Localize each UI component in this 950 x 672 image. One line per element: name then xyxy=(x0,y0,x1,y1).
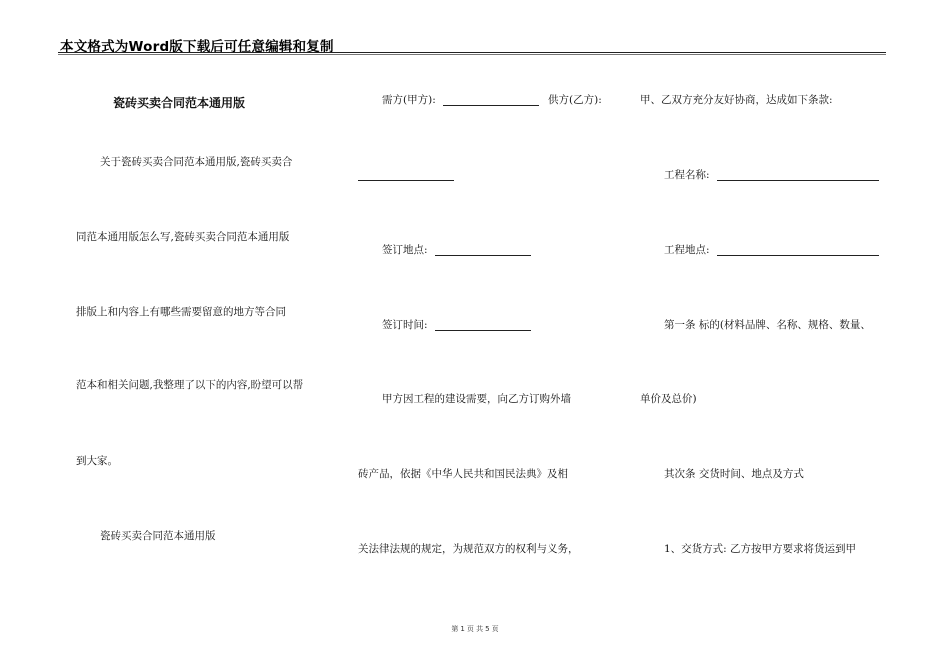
footer-page-suffix: 页 xyxy=(491,625,499,633)
agreement-line: 甲、乙双方充分友好协商，达成如下条款: xyxy=(640,94,833,106)
footer-page-mid: 页 共 xyxy=(466,625,484,633)
body-line-1: 甲方因工程的建设需要，向乙方订购外墙 xyxy=(382,393,571,405)
sign-place-label: 签订地点: xyxy=(382,244,428,256)
sign-time-label: 签订时间: xyxy=(382,319,428,331)
header-rule-secondary xyxy=(58,54,886,55)
supply-party-blank xyxy=(358,180,454,181)
article-1-continuation: 单价及总价) xyxy=(640,393,697,405)
header-title: 本文格式为Word版下载后可任意编辑和复制 xyxy=(60,39,334,55)
demand-party-blank xyxy=(443,94,539,106)
project-name-blank xyxy=(717,169,879,181)
demand-party-label: 需方(甲方): xyxy=(382,94,436,106)
footer-total-pages: 5 xyxy=(485,625,490,633)
sign-place-line xyxy=(382,244,531,256)
intro-line-1: 关于瓷砖买卖合同范本通用版,瓷砖买卖合 xyxy=(100,156,293,168)
article-1-line: 第一条 标的(材料品牌、名称、规格、数量、 xyxy=(664,319,871,331)
supply-party-label: 供方(乙方): xyxy=(548,94,602,106)
delivery-line: 1、交货方式: 乙方按甲方要求将货运到甲 xyxy=(664,543,857,555)
document-title: 瓷砖买卖合同范本通用版 xyxy=(113,96,246,110)
article-2-line: 其次条 交货时间、地点及方式 xyxy=(664,468,804,480)
intro-line-3: 排版上和内容上有哪些需要留意的地方等合同 xyxy=(76,306,286,318)
project-place-line xyxy=(664,244,879,256)
project-name-line xyxy=(664,169,879,181)
footer-page-prefix: 第 xyxy=(451,625,459,633)
sign-place-blank xyxy=(435,244,531,256)
intro-line-4: 范本和相关问题,我整理了以下的内容,盼望可以帮 xyxy=(76,379,304,391)
section-title: 瓷砖买卖合同范本通用版 xyxy=(100,530,216,542)
project-place-label: 工程地点: xyxy=(664,244,710,256)
project-place-blank xyxy=(717,244,879,256)
intro-line-5: 到大家。 xyxy=(76,455,118,467)
sign-time-line xyxy=(382,319,531,331)
intro-line-2: 同范本通用版怎么写,瓷砖买卖合同范本通用版 xyxy=(76,231,290,243)
sign-time-blank xyxy=(435,319,531,331)
project-name-label: 工程名称: xyxy=(664,169,710,181)
body-line-2: 砖产品，依据《中华人民共和国民法典》及相 xyxy=(358,468,568,480)
body-line-3: 关法律法规的规定，为规范双方的权利与义务， xyxy=(358,543,579,555)
demand-party-line xyxy=(382,94,539,106)
footer-page-number: 1 xyxy=(460,625,465,633)
header-rule xyxy=(58,52,886,53)
page-footer xyxy=(0,624,950,634)
